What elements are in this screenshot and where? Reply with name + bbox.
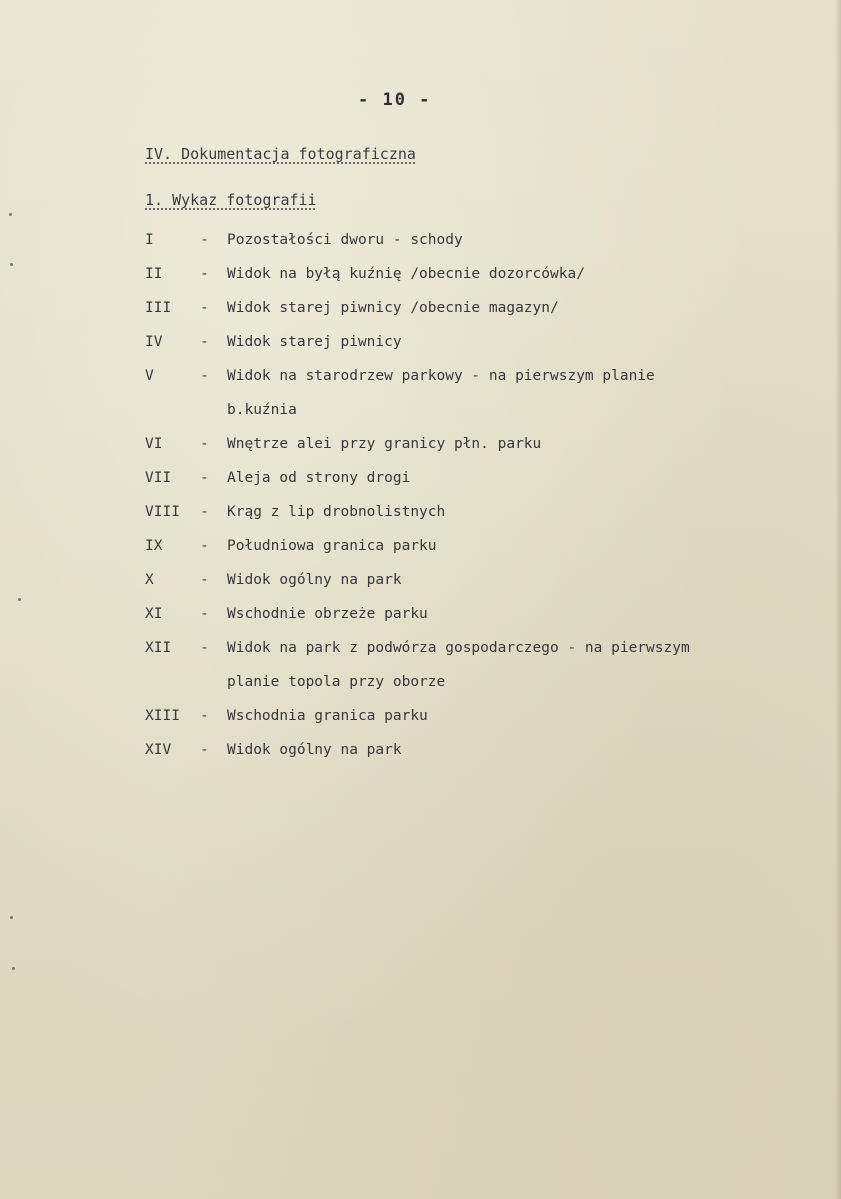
paper-speck: [9, 213, 12, 216]
separator-dash: -: [200, 708, 209, 724]
list-item: [145, 606, 795, 623]
list-item: [145, 334, 795, 351]
separator-dash: -: [200, 606, 209, 622]
list-item: [145, 572, 795, 589]
page-edge-shadow: [835, 0, 841, 1199]
paper-speck: [18, 598, 21, 601]
list-item: [145, 708, 795, 725]
separator-dash: -: [200, 232, 209, 248]
photo-number: X: [145, 572, 154, 588]
separator-dash: -: [200, 300, 209, 316]
separator-dash: -: [200, 470, 209, 486]
photo-number: V: [145, 368, 154, 384]
photo-number: I: [145, 232, 154, 248]
description-line: Południowa granica parku: [227, 538, 437, 554]
photo-number: III: [145, 300, 172, 316]
photo-number: II: [145, 266, 163, 282]
list-item: [145, 470, 795, 487]
description-line: planie topola przy oborze: [227, 674, 446, 690]
photo-description: [227, 504, 795, 521]
photo-description: [227, 266, 795, 283]
photo-number: XII: [145, 640, 172, 656]
separator-dash: -: [200, 504, 209, 520]
photo-description: [227, 470, 795, 487]
photo-description: [227, 334, 795, 351]
photo-description: [227, 708, 795, 725]
photo-number: IX: [145, 538, 163, 554]
photo-description: [227, 300, 795, 317]
description-line: Widok starej piwnicy /obecnie magazyn/: [227, 300, 559, 316]
separator-dash: -: [200, 436, 209, 452]
section-title: IV. Dokumentacja fotograficzna: [145, 145, 416, 163]
description-line: Wnętrze alei przy granicy płn. parku: [227, 436, 542, 452]
photo-number: XI: [145, 606, 163, 622]
list-item: [145, 368, 795, 419]
list-item: [145, 504, 795, 521]
list-item: [145, 232, 795, 249]
description-line: Wschodnie obrzeże parku: [227, 606, 428, 622]
description-line: Widok na starodrzew parkowy - na pierwszym planie: [227, 368, 655, 384]
photo-description: [227, 368, 795, 419]
description-line: Pozostałości dworu - schody: [227, 232, 463, 248]
photo-description: [227, 606, 795, 623]
description-line: Widok ogólny na park: [227, 572, 402, 588]
photo-description: [227, 742, 795, 759]
photo-list: [145, 232, 795, 776]
photo-number: VIII: [145, 504, 180, 520]
separator-dash: -: [200, 368, 209, 384]
description-line: Widok na park z podwórza gospodarczego - na pierwszym: [227, 640, 690, 656]
separator-dash: -: [200, 572, 209, 588]
description-line: Wschodnia granica parku: [227, 708, 428, 724]
description-line: Aleja od strony drogi: [227, 470, 411, 486]
separator-dash: -: [200, 640, 209, 656]
description-line: b.kuźnia: [227, 402, 297, 418]
list-item: [145, 436, 795, 453]
photo-number: IV: [145, 334, 163, 350]
subsection-title: 1. Wykaz fotografii: [145, 191, 317, 209]
page-number: - 10 -: [358, 90, 432, 110]
list-item: [145, 538, 795, 555]
photo-description: [227, 436, 795, 453]
list-item: [145, 300, 795, 317]
photo-description: [227, 538, 795, 555]
list-item: [145, 266, 795, 283]
paper-speck: [10, 263, 13, 266]
description-line: Krąg z lip drobnolistnych: [227, 504, 446, 520]
list-item: [145, 742, 795, 759]
description-line: Widok starej piwnicy: [227, 334, 402, 350]
separator-dash: -: [200, 266, 209, 282]
description-line: Widok ogólny na park: [227, 742, 402, 758]
paper-speck: [10, 916, 13, 919]
photo-number: XIII: [145, 708, 180, 724]
list-item: [145, 640, 795, 691]
photo-description: [227, 572, 795, 589]
photo-description: [227, 640, 795, 691]
paper-speck: [12, 967, 15, 970]
separator-dash: -: [200, 538, 209, 554]
separator-dash: -: [200, 334, 209, 350]
photo-number: VI: [145, 436, 163, 452]
photo-number: VII: [145, 470, 172, 486]
photo-description: [227, 232, 795, 249]
description-line: Widok na byłą kuźnię /obecnie dozorcówka/: [227, 266, 585, 282]
separator-dash: -: [200, 742, 209, 758]
photo-number: XIV: [145, 742, 172, 758]
